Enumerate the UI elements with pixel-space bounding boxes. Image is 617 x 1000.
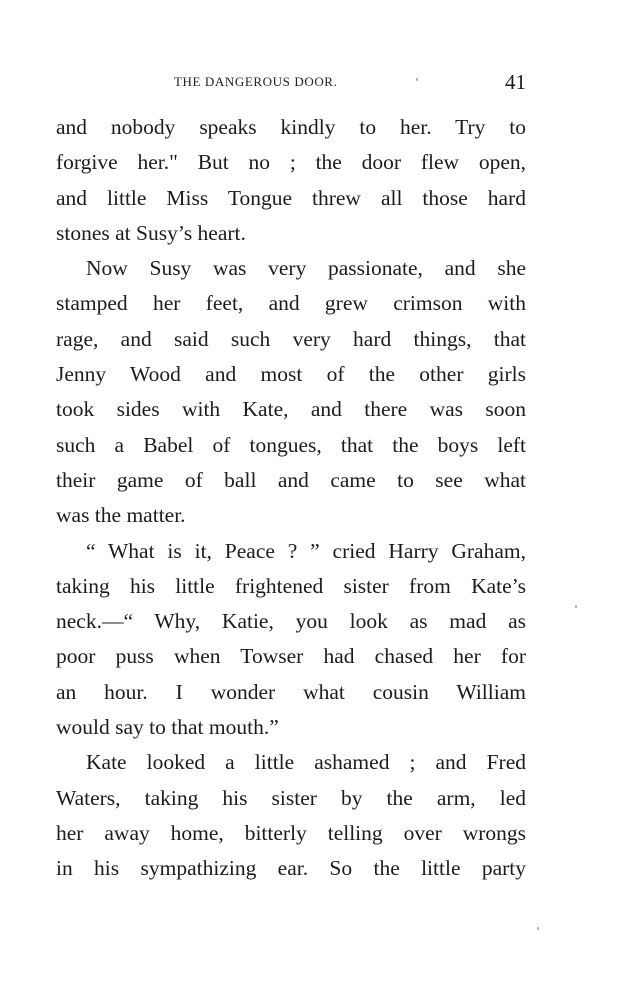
paper-speck bbox=[537, 927, 539, 930]
text-line: neck.—“ Why, Katie, you look as mad as bbox=[56, 609, 526, 634]
text-line: her away home, bitterly telling over wrongs bbox=[56, 820, 526, 845]
text-line: stamped her feet, and grew crimson with bbox=[56, 291, 526, 316]
text-line: “ What is it, Peace ? ” cried Harry Graham, bbox=[86, 538, 526, 563]
text-line: in his sympathizing ear. So the little party bbox=[56, 856, 526, 881]
running-title: THE DANGEROUS DOOR. bbox=[174, 74, 338, 89]
body-text bbox=[56, 110, 526, 887]
text-line: poor puss when Towser had chased her for bbox=[56, 644, 526, 669]
text-line: Kate looked a little ashamed ; and Fred bbox=[86, 750, 526, 775]
paper-speck bbox=[575, 605, 577, 608]
text-line: stones at Susy’s heart. bbox=[56, 220, 246, 245]
text-line: Jenny Wood and most of the other girls bbox=[56, 362, 526, 387]
text-line: Now Susy was very passionate, and she bbox=[86, 256, 526, 281]
text-line: an hour. I wonder what cousin William bbox=[56, 679, 526, 704]
text-line: rage, and said such very hard things, that bbox=[56, 326, 526, 351]
page-number: 41 bbox=[505, 70, 526, 94]
text-line: and nobody speaks kindly to her. Try to bbox=[56, 115, 526, 139]
text-line: taking his little frightened sister from Kate’s bbox=[56, 573, 526, 598]
running-header bbox=[56, 70, 526, 94]
paper-speck bbox=[416, 78, 418, 81]
text-line: took sides with Kate, and there was soon bbox=[56, 397, 526, 422]
text-line: forgive her." But no ; the door flew open, bbox=[56, 150, 526, 175]
text-line: Waters, taking his sister by the arm, led bbox=[56, 785, 526, 810]
text-line: was the matter. bbox=[56, 503, 186, 528]
text-line: their game of ball and came to see what bbox=[56, 467, 526, 492]
text-line: such a Babel of tongues, that the boys left bbox=[56, 432, 526, 457]
text-line: would say to that mouth.” bbox=[56, 715, 279, 740]
text-line: and little Miss Tongue threw all those hard bbox=[56, 185, 526, 210]
